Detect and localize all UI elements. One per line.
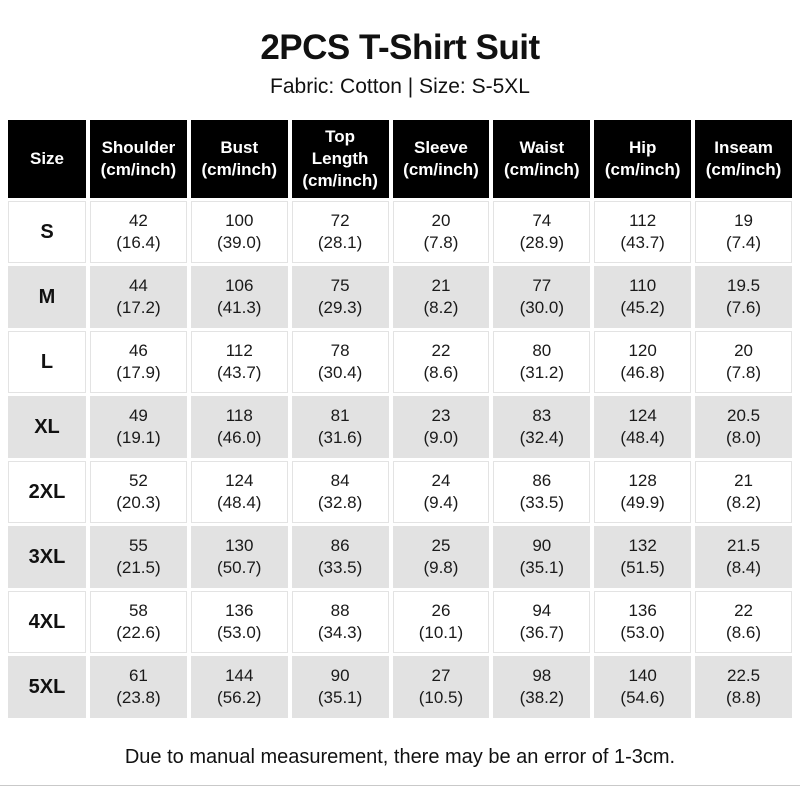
value-cm: 20.5 — [726, 406, 761, 426]
col-header-hip — [594, 120, 691, 198]
value-inch: (35.1) — [317, 688, 363, 708]
measurement-cell — [191, 201, 288, 263]
measurement-cell — [292, 266, 389, 328]
value-inch: (16.4) — [116, 233, 161, 253]
value-inch: (53.0) — [217, 623, 262, 643]
col-header-top-length — [292, 120, 389, 198]
table-row-4xl — [8, 591, 792, 653]
value-inch: (54.6) — [620, 688, 665, 708]
value-inch: (9.8) — [423, 558, 459, 578]
measurement-cell — [393, 396, 490, 458]
value-inch: (21.5) — [116, 558, 161, 578]
col-header-label: Inseam — [714, 138, 773, 158]
measurement-cell — [493, 396, 590, 458]
col-header-bust — [191, 120, 288, 198]
page-subtitle: Fabric: Cotton | Size: S-5XL — [270, 75, 530, 99]
measurement-cell — [594, 656, 691, 718]
value-cm: 61 — [128, 666, 148, 686]
value-inch: (29.3) — [317, 298, 363, 318]
value-cm: 58 — [128, 601, 148, 621]
value-inch: (32.8) — [317, 493, 363, 513]
size-label: 2XL — [8, 461, 86, 523]
value-cm: 77 — [532, 276, 552, 296]
value-cm: 22.5 — [726, 666, 761, 686]
measurement-cell — [393, 266, 490, 328]
value-cm: 42 — [128, 211, 148, 231]
value-inch: (9.0) — [423, 428, 459, 448]
value-cm: 86 — [532, 471, 552, 491]
col-header-label: Top Length — [311, 127, 369, 169]
value-inch: (33.5) — [519, 493, 564, 513]
value-cm: 75 — [330, 276, 350, 296]
value-inch: (19.1) — [116, 428, 161, 448]
measurement-cell — [695, 266, 792, 328]
value-inch: (7.8) — [726, 363, 762, 383]
measurement-cell — [90, 396, 187, 458]
value-inch: (31.6) — [317, 428, 363, 448]
table-row-2xl — [8, 461, 792, 523]
measurement-cell — [493, 331, 590, 393]
measurement-cell — [90, 331, 187, 393]
value-cm: 52 — [128, 471, 148, 491]
page-title: 2PCS T-Shirt Suit — [260, 28, 540, 67]
measurement-cell — [393, 526, 490, 588]
value-inch: (17.2) — [116, 298, 161, 318]
value-cm: 144 — [225, 666, 254, 686]
measurement-cell — [695, 396, 792, 458]
size-chart-table — [4, 117, 796, 721]
value-cm: 21.5 — [726, 536, 761, 556]
col-header-unit: (cm/inch) — [403, 160, 479, 180]
measurement-cell — [292, 461, 389, 523]
measurement-cell — [493, 201, 590, 263]
size-label: 3XL — [8, 526, 86, 588]
header-row — [8, 120, 792, 198]
value-inch: (17.9) — [116, 363, 161, 383]
value-cm: 90 — [330, 666, 350, 686]
value-inch: (31.2) — [519, 363, 564, 383]
measurement-cell — [191, 526, 288, 588]
value-cm: 98 — [532, 666, 552, 686]
value-cm: 25 — [431, 536, 451, 556]
col-header-label: Waist — [519, 138, 565, 158]
value-cm: 100 — [225, 211, 254, 231]
value-cm: 80 — [532, 341, 552, 361]
value-cm: 20 — [734, 341, 753, 361]
value-inch: (28.9) — [519, 233, 564, 253]
value-cm: 74 — [532, 211, 552, 231]
value-inch: (38.2) — [519, 688, 564, 708]
col-header-sleeve — [393, 120, 490, 198]
value-cm: 55 — [128, 536, 148, 556]
table-row-3xl — [8, 526, 792, 588]
value-inch: (33.5) — [317, 558, 363, 578]
measurement-cell — [594, 396, 691, 458]
measurement-cell — [493, 461, 590, 523]
value-inch: (8.6) — [726, 623, 762, 643]
value-cm: 26 — [431, 601, 451, 621]
col-header-unit: (cm/inch) — [302, 171, 378, 191]
bottom-divider — [0, 785, 800, 786]
value-cm: 106 — [225, 276, 254, 296]
size-label: 5XL — [8, 656, 86, 718]
measurement-cell — [393, 591, 490, 653]
table-row-m — [8, 266, 792, 328]
col-header-label: Bust — [220, 138, 259, 158]
value-inch: (9.4) — [423, 493, 459, 513]
value-inch: (53.0) — [620, 623, 665, 643]
size-label: S — [8, 201, 86, 263]
value-cm: 78 — [330, 341, 350, 361]
measurement-cell — [594, 591, 691, 653]
value-cm: 83 — [532, 406, 552, 426]
value-cm: 112 — [225, 341, 253, 361]
value-cm: 22 — [734, 601, 753, 621]
measurement-cell — [594, 201, 691, 263]
measurement-cell — [90, 461, 187, 523]
measurement-cell — [90, 266, 187, 328]
value-cm: 72 — [330, 211, 350, 231]
value-inch: (51.5) — [620, 558, 665, 578]
measurement-cell — [493, 591, 590, 653]
value-inch: (10.5) — [418, 688, 464, 708]
measurement-cell — [594, 331, 691, 393]
measurement-cell — [90, 526, 187, 588]
value-inch: (43.7) — [217, 363, 262, 383]
value-inch: (35.1) — [519, 558, 564, 578]
value-cm: 110 — [629, 276, 657, 296]
value-cm: 84 — [330, 471, 350, 491]
value-inch: (46.8) — [620, 363, 665, 383]
value-inch: (7.4) — [726, 233, 762, 253]
measurement-cell — [493, 266, 590, 328]
value-cm: 44 — [128, 276, 148, 296]
value-cm: 120 — [628, 341, 657, 361]
table-header — [8, 120, 792, 198]
value-inch: (8.2) — [726, 493, 762, 513]
table-row-xl — [8, 396, 792, 458]
measurement-cell — [191, 461, 288, 523]
col-header-label: Size — [29, 149, 65, 169]
size-label: XL — [8, 396, 86, 458]
value-cm: 124 — [225, 471, 254, 491]
col-header-label: Hip — [628, 138, 657, 158]
measurement-cell — [594, 461, 691, 523]
value-inch: (39.0) — [217, 233, 262, 253]
col-header-unit: (cm/inch) — [705, 160, 782, 180]
col-header-unit: (cm/inch) — [604, 160, 681, 180]
size-label: M — [8, 266, 86, 328]
value-cm: 46 — [128, 341, 148, 361]
measurement-cell — [695, 201, 792, 263]
value-inch: (48.4) — [217, 493, 262, 513]
col-header-size — [8, 120, 86, 198]
col-header-label: Shoulder — [101, 138, 176, 158]
value-cm: 81 — [330, 406, 350, 426]
value-inch: (50.7) — [217, 558, 262, 578]
value-cm: 112 — [629, 211, 657, 231]
value-cm: 21 — [734, 471, 753, 491]
col-header-unit: (cm/inch) — [201, 160, 278, 180]
measurement-cell — [695, 331, 792, 393]
value-inch: (7.8) — [423, 233, 459, 253]
measurement-cell — [594, 266, 691, 328]
value-inch: (8.8) — [726, 688, 762, 708]
col-header-unit: (cm/inch) — [504, 160, 580, 180]
value-cm: 94 — [532, 601, 552, 621]
measurement-cell — [90, 656, 187, 718]
value-cm: 132 — [628, 536, 657, 556]
value-cm: 23 — [431, 406, 451, 426]
measurement-cell — [292, 331, 389, 393]
value-inch: (41.3) — [217, 298, 262, 318]
value-cm: 24 — [431, 471, 451, 491]
measurement-cell — [90, 201, 187, 263]
value-inch: (7.6) — [726, 298, 762, 318]
value-cm: 136 — [628, 601, 657, 621]
value-inch: (28.1) — [317, 233, 363, 253]
value-inch: (8.0) — [726, 428, 762, 448]
value-inch: (48.4) — [620, 428, 665, 448]
measurement-cell — [393, 656, 490, 718]
measurement-cell — [594, 526, 691, 588]
value-inch: (30.0) — [519, 298, 564, 318]
value-inch: (23.8) — [116, 688, 161, 708]
value-cm: 140 — [628, 666, 657, 686]
measurement-cell — [493, 526, 590, 588]
value-inch: (45.2) — [620, 298, 665, 318]
table-row-l — [8, 331, 792, 393]
value-cm: 90 — [532, 536, 552, 556]
value-inch: (43.7) — [620, 233, 665, 253]
measurement-cell — [493, 656, 590, 718]
value-cm: 19.5 — [726, 276, 761, 296]
value-cm: 128 — [628, 471, 657, 491]
col-header-waist — [493, 120, 590, 198]
measurement-cell — [393, 461, 490, 523]
col-header-inseam — [695, 120, 792, 198]
value-cm: 27 — [431, 666, 451, 686]
value-inch: (34.3) — [317, 623, 363, 643]
value-cm: 136 — [225, 601, 254, 621]
measurement-cell — [191, 591, 288, 653]
measurement-cell — [292, 396, 389, 458]
measurement-cell — [292, 526, 389, 588]
value-cm: 130 — [225, 536, 254, 556]
table-row-s — [8, 201, 792, 263]
table-body — [8, 201, 792, 718]
table-row-5xl — [8, 656, 792, 718]
col-header-label: Sleeve — [414, 138, 468, 158]
measurement-cell — [393, 331, 490, 393]
value-inch: (56.2) — [217, 688, 262, 708]
value-inch: (20.3) — [116, 493, 161, 513]
measurement-cell — [292, 201, 389, 263]
value-inch: (8.6) — [423, 363, 459, 383]
measurement-cell — [695, 591, 792, 653]
col-header-shoulder — [90, 120, 187, 198]
value-inch: (22.6) — [116, 623, 161, 643]
value-cm: 20 — [431, 211, 451, 231]
value-cm: 86 — [330, 536, 350, 556]
size-label: 4XL — [8, 591, 86, 653]
measurement-cell — [90, 591, 187, 653]
value-inch: (36.7) — [519, 623, 564, 643]
value-cm: 124 — [628, 406, 657, 426]
value-inch: (10.1) — [418, 623, 464, 643]
value-inch: (46.0) — [217, 428, 262, 448]
value-cm: 118 — [225, 406, 253, 426]
col-header-unit: (cm/inch) — [100, 160, 177, 180]
measurement-cell — [191, 396, 288, 458]
measurement-cell — [695, 526, 792, 588]
measurement-disclaimer: Due to manual measurement, there may be an error of 1-3cm. — [124, 746, 676, 769]
measurement-cell — [191, 656, 288, 718]
value-cm: 49 — [128, 406, 148, 426]
measurement-cell — [695, 656, 792, 718]
value-cm: 22 — [431, 341, 451, 361]
value-inch: (30.4) — [317, 363, 363, 383]
value-cm: 19 — [734, 211, 753, 231]
measurement-cell — [695, 461, 792, 523]
value-inch: (8.2) — [423, 298, 459, 318]
value-cm: 88 — [330, 601, 350, 621]
measurement-cell — [393, 201, 490, 263]
measurement-cell — [292, 591, 389, 653]
measurement-cell — [191, 266, 288, 328]
measurement-cell — [292, 656, 389, 718]
measurement-cell — [191, 331, 288, 393]
value-cm: 21 — [431, 276, 451, 296]
value-inch: (32.4) — [519, 428, 564, 448]
size-label: L — [8, 331, 86, 393]
value-inch: (49.9) — [620, 493, 665, 513]
value-inch: (8.4) — [726, 558, 762, 578]
